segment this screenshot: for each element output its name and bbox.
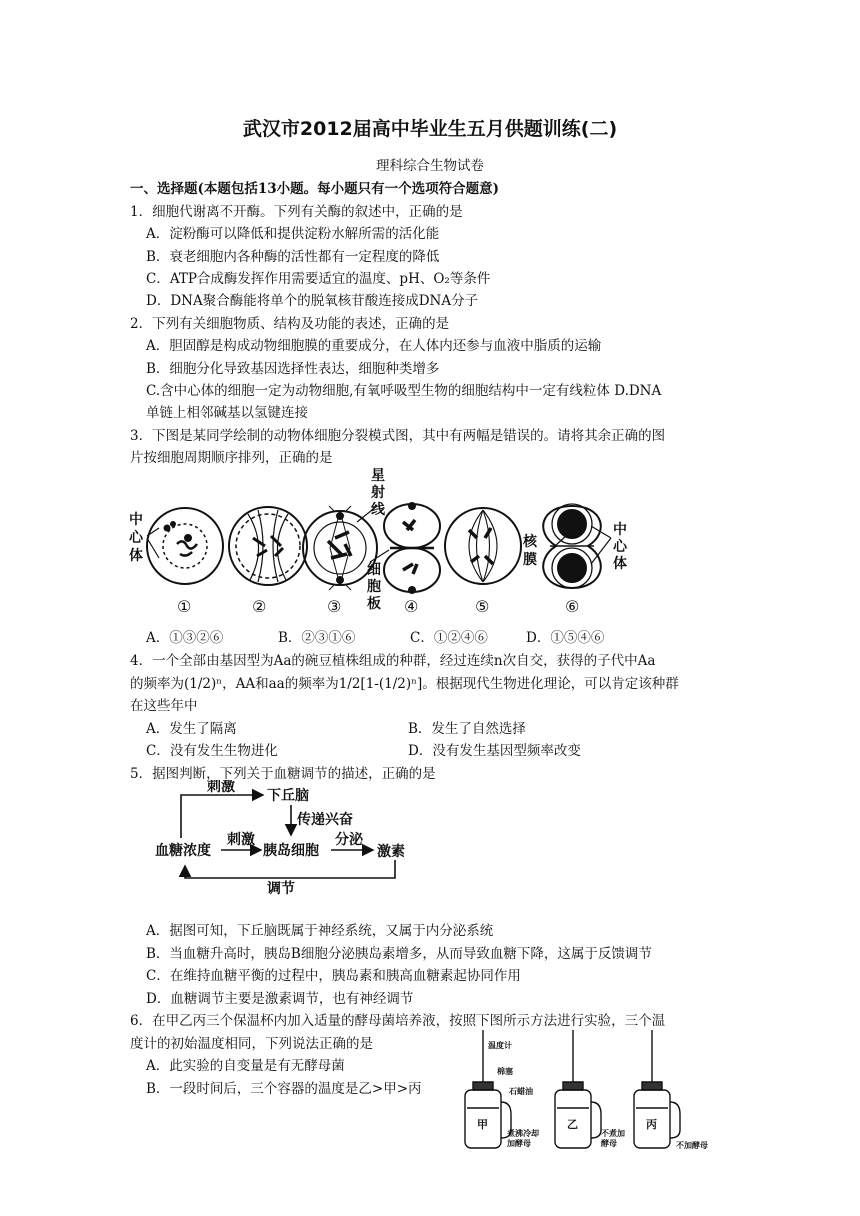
thermos-figure	[455, 1030, 725, 1158]
q3-option-d: D．①⑤④⑥	[526, 630, 605, 646]
label-cell-plate-3: 板	[367, 596, 381, 612]
flask-jia	[465, 1082, 511, 1148]
cell-number-5: ⑤	[475, 597, 490, 616]
q3-stem-1: 3．下图是某同学绘制的动物体细胞分裂模式图，其中有两幅是错误的。请将其余正确的图	[130, 428, 666, 444]
label-centriole-left-1: 中	[129, 512, 143, 528]
section-heading: 一、选择题(本题包括13小题。每小题只有一个选项符合题意)	[130, 181, 500, 197]
q2-option-c: C.含中心体的细胞一定为动物细胞,有氧呼吸型生物的细胞结构中一定有线粒体 D.DNA	[146, 383, 662, 399]
fig-bing: 丙	[646, 1118, 657, 1131]
fig-cotton: 棉塞	[497, 1067, 513, 1076]
q2-option-a: A．胆固醇是构成动物细胞膜的重要成分，在人体内还参与血液中脂质的运输	[146, 338, 602, 354]
q5-option-d: D．血糖调节主要是激素调节，也有神经调节	[146, 991, 414, 1007]
cell-number-6: ⑥	[565, 597, 580, 616]
page-title: 武汉市2012届高中毕业生五月供题训练(二)	[242, 118, 618, 140]
label-nuclear-membrane-1: 核	[523, 534, 537, 550]
q4-stem-3: 在这些年中	[130, 698, 198, 714]
label-aster-2: 射	[371, 485, 385, 501]
label-centriole-left-2: 心	[129, 530, 143, 546]
diagram-glucose: 血糖浓度	[155, 843, 211, 859]
fig-jia-note-1: 煮沸冷却	[507, 1129, 539, 1138]
fig-yi-note-2: 酵母	[601, 1139, 617, 1148]
q3-option-a: A．①③②⑥	[146, 630, 224, 646]
label-cell-plate-2: 胞	[367, 579, 381, 595]
fig-yi-note-1: 不煮加	[601, 1129, 625, 1138]
q6-stem-2: 度计的初始温度相同，下列说法正确的是	[130, 1036, 373, 1052]
q1-option-c: C．ATP合成酶发挥作用需要适宜的温度、pH、O₂等条件	[146, 271, 491, 287]
cell-number-2: ②	[252, 597, 267, 616]
cell-number-4: ④	[404, 597, 419, 616]
label-centriole-right-3: 体	[613, 556, 627, 572]
fig-bing-note: 不加酵母	[676, 1141, 708, 1150]
q4-option-d: D．没有发生基因型频率改变	[408, 743, 581, 759]
flask-bing	[634, 1082, 680, 1148]
blood-glucose-diagram	[155, 780, 435, 895]
label-nuclear-membrane-2: 膜	[523, 552, 537, 568]
diagram-hypothalamus: 下丘脑	[267, 788, 309, 804]
q2-option-b: B．细胞分化导致基因选择性表达，细胞种类增多	[146, 361, 440, 377]
fig-paraffin: 石蜡油	[509, 1087, 533, 1096]
q1-option-b: B．衰老细胞内各种酶的活性都有一定程度的降低	[146, 249, 440, 265]
q5-option-a: A．据图可知，下丘脑既属于神经系统，又属于内分泌系统	[146, 923, 494, 939]
q2-stem: 2．下列有关细胞物质、结构及功能的表述，正确的是	[130, 316, 450, 332]
q1-stem: 1．细胞代谢离不开酶。下列有关酶的叙述中，正确的是	[130, 204, 463, 220]
cell-2	[229, 507, 307, 585]
q4-option-a: A．发生了隔离	[146, 721, 237, 737]
q6-option-a: A．此实验的自变量是有无酵母菌	[146, 1058, 345, 1074]
diagram-secrete: 分泌	[335, 832, 363, 848]
fig-jia: 甲	[477, 1118, 488, 1131]
q5-stem: 5．据图判断，下列关于血糖调节的描述，正确的是	[130, 766, 436, 782]
label-centriole-right-1: 中	[613, 522, 627, 538]
q5-option-c: C．在维持血糖平衡的过程中，胰岛素和胰高血糖素起协同作用	[146, 968, 521, 984]
cell-5	[445, 508, 521, 584]
q4-option-b: B．发生了自然选择	[408, 721, 526, 737]
diagram-hormone: 激素	[377, 844, 405, 860]
q4-option-c: C．没有发生生物进化	[146, 743, 278, 759]
cell-division-figure	[125, 466, 645, 622]
q2-option-c-cont: 单链上相邻碱基以氢键连接	[146, 405, 308, 421]
label-centriole-left-3: 体	[129, 548, 143, 564]
q6-stem-1: 6．在甲乙丙三个保温杯内加入适量的酵母菌培养液，按照下图所示方法进行实验，三个温	[130, 1013, 666, 1029]
q1-option-d: D．DNA聚合酶能将单个的脱氧核苷酸连接成DNA分子	[146, 293, 479, 309]
cell-6	[543, 504, 601, 588]
cell-number-1: ①	[177, 597, 192, 616]
q1-option-a: A．淀粉酶可以降低和提供淀粉水解所需的活化能	[146, 226, 440, 242]
diagram-transmit: 传递兴奋	[297, 812, 353, 828]
label-centriole-right-2: 心	[613, 539, 627, 555]
fig-yi: 乙	[567, 1118, 578, 1131]
label-aster-1: 星	[371, 468, 385, 484]
cell-1	[147, 508, 223, 584]
cell-number-3: ③	[327, 597, 342, 616]
q3-option-b: B．②③①⑥	[278, 630, 356, 646]
fig-thermometer: 温度计	[488, 1041, 512, 1050]
q6-option-b: B．一段时间后，三个容器的温度是乙>甲>丙	[146, 1081, 422, 1097]
label-cell-plate-1: 细	[367, 562, 381, 578]
diagram-stim1: 刺激	[207, 780, 235, 795]
q3-option-c: C．①②④⑥	[410, 630, 488, 646]
diagram-stim2: 刺激	[227, 832, 255, 848]
fig-jia-note-2: 加酵母	[507, 1139, 531, 1148]
diagram-islet: 胰岛细胞	[263, 843, 319, 859]
q4-stem-1: 4．一个全部由基因型为Aa的碗豆植株组成的种群，经过连续n次自交，获得的子代中Aa	[130, 653, 656, 669]
q5-option-b: B．当血糖升高时，胰岛B细胞分泌胰岛素增多，从而导致血糖下降，这属于反馈调节	[146, 946, 652, 962]
q4-stem-2: 的频率为(1/2)ⁿ，AA和aa的频率为1/2[1-(1/2)ⁿ]。根据现代生物进化理论，可以肯定该种群	[130, 676, 679, 692]
diagram-regulate: 调节	[267, 881, 295, 895]
label-aster-3: 线	[371, 502, 385, 518]
flask-yi	[555, 1082, 601, 1148]
cell-3	[303, 506, 377, 590]
page-subtitle: 理科综合生物试卷	[376, 158, 484, 174]
q3-stem-2: 片按细胞周期顺序排列，正确的是	[130, 450, 333, 466]
